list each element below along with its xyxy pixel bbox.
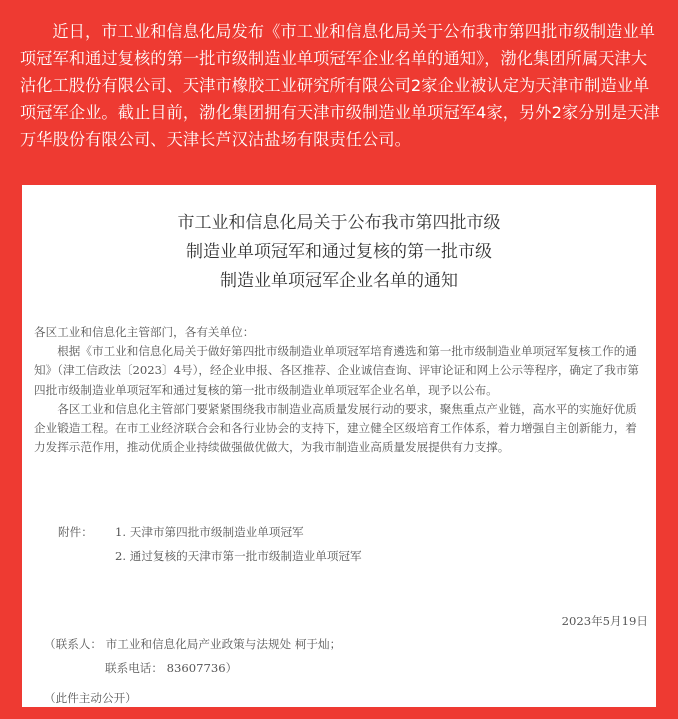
attachment-item: 1. 天津市第四批市级制造业单项冠军 xyxy=(115,525,304,539)
attachments-label: 附件： xyxy=(58,525,93,539)
contact-phone: 联系电话： 83607736） xyxy=(105,660,238,675)
attachment-item: 2. 通过复核的天津市第一批市级制造业单项冠军 xyxy=(115,549,362,563)
notice-body xyxy=(34,323,644,457)
salutation: 各区工业和信息化主管部门，各有关单位： xyxy=(34,325,255,339)
notice-paragraph-1: 根据《市工业和信息化局关于做好第四批市级制造业单项冠军培育遴选和第一批市级制造业单项冠军复核工作的通知》（津工信政法〔2023〕4号），经企业申报、各区推荐、企业诚信查询、评审论证和网上公示等程序，确定了我市第四批市级制造业单项冠军和通过复核的第一批市级制造业单项冠军企业名单，现予以公布。 xyxy=(34,344,639,397)
notice-paragraph-2: 各区工业和信息化主管部门要紧紧围绕我市制造业高质量发展行动的要求，聚焦重点产业链，高水平的实施好优质企业锻造工程。在市工业经济联合会和各行业协会的支持下，建立健全区级培育工作体系，着力增强自主创新能力，着力发挥示范作用，推动优质企业持续做强做优做大，为我市制造业高质量发展提供有力支撑。 xyxy=(34,401,637,455)
public-note: （此件主动公开） xyxy=(44,691,137,705)
notice-title-line: 市工业和信息化局关于公布我市第四批市级 xyxy=(177,213,501,233)
contact-info xyxy=(44,633,341,711)
notice-title-line: 制造业单项冠军和通过复核的第一批市级 xyxy=(186,242,492,262)
notice-document-image xyxy=(22,185,656,707)
notice-date: 2023年5月19日 xyxy=(561,614,648,628)
intro-paragraph: 近日，市工业和信息化局发布《市工业和信息化局关于公布我市第四批市级制造业单项冠军和通过复核的第一批市级制造业单项冠军企业名单的通知》，渤化集团所属天津大沽化工股份有限公司、天津市橡胶工业研究所有限公司2家企业被认定为天津市制造业单项冠军企业。截止目前，渤化集团拥有天津市级制造业单项冠军4家，另外2家分别是天津万华股份有限公司、天津长芦汉沽盐场有限责任公司。 xyxy=(20,22,660,149)
notice-title xyxy=(22,209,656,296)
contact-person: （联系人： 市工业和信息化局产业政策与法规处 柯于灿； xyxy=(44,637,342,651)
notice-title-line: 制造业单项冠军企业名单的通知 xyxy=(220,271,458,291)
attachments-list xyxy=(58,520,362,568)
